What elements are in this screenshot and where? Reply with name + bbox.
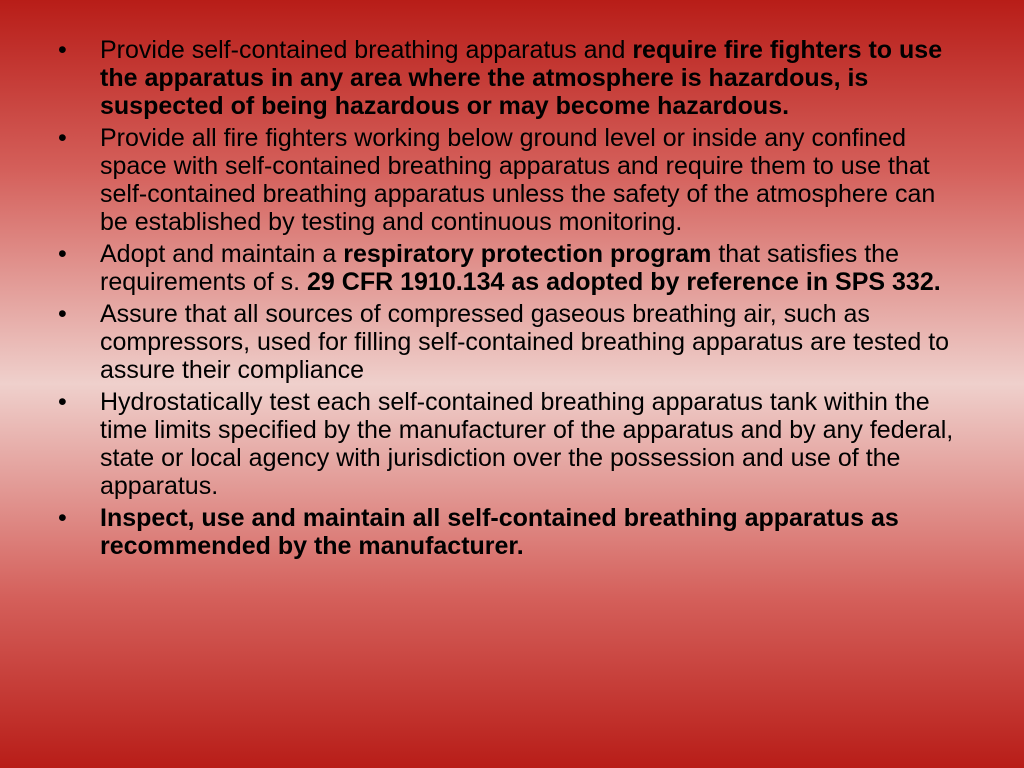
bullet-item-4: [58, 300, 968, 384]
bullet-item-3: [58, 240, 968, 296]
bullet-item-1: [58, 36, 968, 120]
bullet-text-bold: require fire fighters to use the apparatus in any area where the atmosphere is hazardous, is suspected of being hazardous or may become hazardous.: [100, 36, 943, 120]
bullet-dot: •: [58, 388, 67, 416]
bullet-item-6: [58, 504, 968, 560]
bullet-text-bold: respiratory protection program: [343, 240, 712, 268]
bullet-dot: •: [58, 36, 67, 64]
bullet-text: Provide all fire fighters working below ground level or inside any confined space with self-contained breathing apparatus and require them to use that self-contained breathing apparatus unless the safety of the atmosphere can be established by testing and continuous monitoring.: [100, 124, 936, 236]
bullet-dot: •: [58, 124, 67, 152]
bullet-text-bold: Inspect, use and maintain all self-contained breathing apparatus as recommended by the manufacturer.: [100, 504, 899, 560]
bullet-item-5: [58, 388, 968, 500]
bullet-dot: •: [58, 240, 67, 268]
bullet-text: that satisfies the requirements of s.: [100, 240, 899, 296]
bullet-text-bold: 29 CFR 1910.134 as adopted by reference in SPS 332.: [307, 268, 941, 296]
bullet-item-2: [58, 124, 968, 236]
bullet-text: Provide self-contained breathing apparatus and: [100, 36, 633, 64]
bullet-text: Adopt and maintain a: [100, 240, 344, 268]
bullet-text: Hydrostatically test each self-contained breathing apparatus tank within the time limits specified by the manufacturer of the apparatus and by any federal, state or local agency with jurisdiction over the possession and use of the apparatus.: [100, 388, 954, 500]
bullet-dot: •: [58, 300, 67, 328]
bullet-text: Assure that all sources of compressed gaseous breathing air, such as compressors, used for filling self-contained breathing apparatus are tested to assure their compliance: [100, 300, 950, 384]
bullet-list: [58, 36, 968, 564]
bullet-dot: •: [58, 504, 67, 532]
